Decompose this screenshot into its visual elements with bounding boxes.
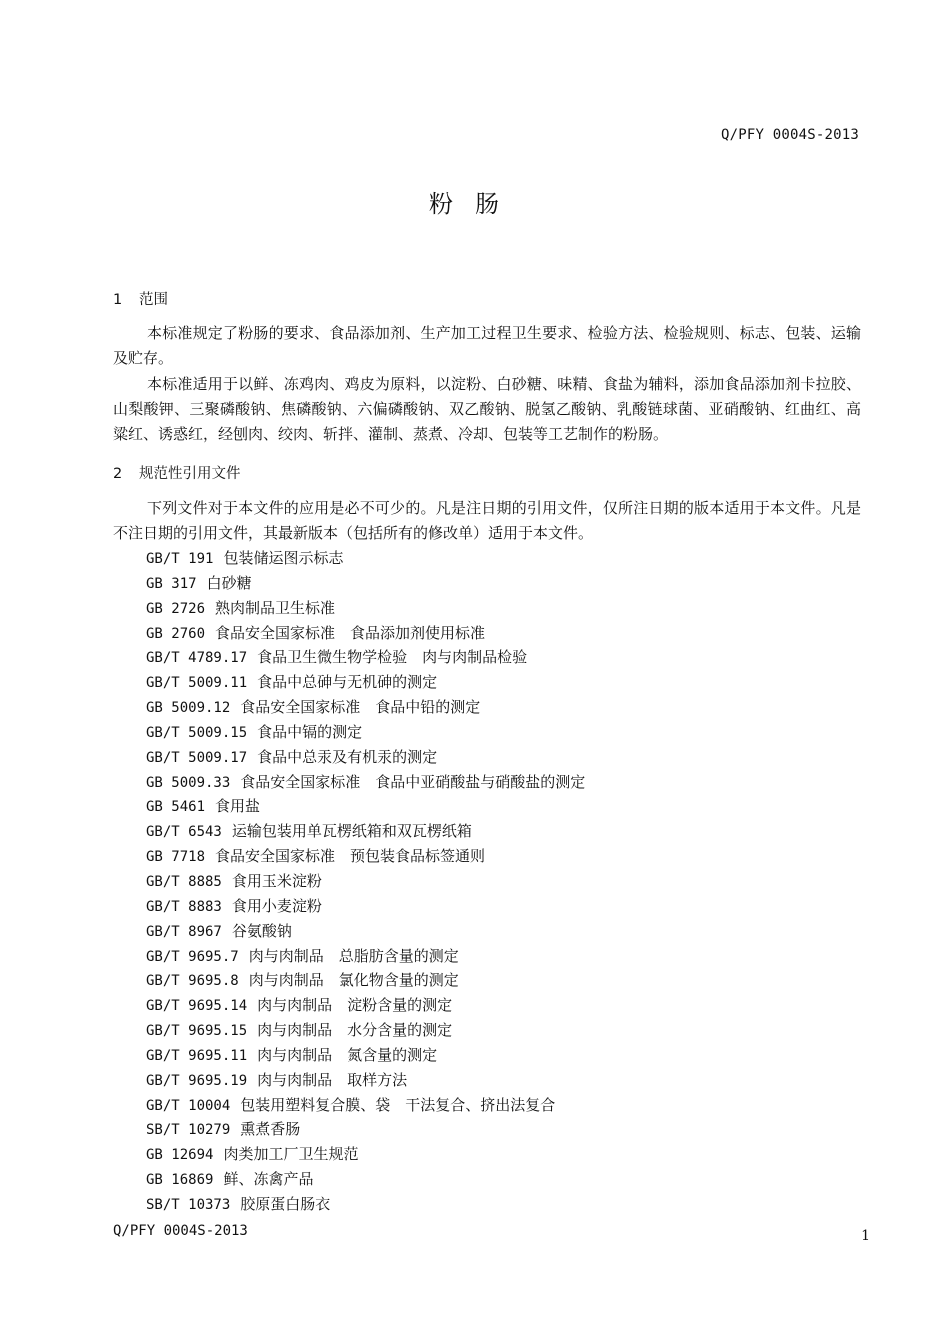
reference-item (146, 621, 585, 646)
reference-name: 食品安全国家标准 食品添加剂使用标准 (215, 623, 486, 642)
footer-standard-code: Q/PFY 0004S-2013 (113, 1223, 248, 1239)
reference-item (146, 596, 585, 621)
section-2-heading (113, 462, 241, 483)
reference-item (146, 571, 585, 596)
reference-item (146, 1192, 585, 1217)
reference-code: GB/T 8967 (146, 923, 222, 940)
reference-name: 白砂糖 (206, 573, 252, 592)
section-2-number: 2 (113, 466, 123, 482)
reference-item (146, 869, 585, 894)
section-1-title: 范围 (139, 292, 168, 308)
reference-code: GB/T 9695.15 (146, 1023, 248, 1040)
reference-code: GB 5009.12 (146, 700, 231, 717)
reference-name: 食用玉米淀粉 (231, 871, 322, 890)
reference-code: GB 5461 (146, 799, 206, 816)
reference-code: GB 2760 (146, 625, 206, 642)
reference-name: 熟肉制品卫生标准 (215, 598, 336, 617)
reference-item (146, 1093, 585, 1118)
reference-item (146, 919, 585, 944)
scope-paragraph-1: 本标准规定了粉肠的要求、食品添加剂、生产加工过程卫生要求、检验方法、检验规则、标志、包装、运输及贮存。 (113, 324, 861, 367)
reference-code: GB/T 9695.14 (146, 998, 248, 1015)
reference-code: GB/T 4789.17 (146, 650, 248, 667)
reference-name: 胶原蛋白肠衣 (240, 1194, 331, 1213)
reference-item (146, 794, 585, 819)
reference-list (146, 546, 585, 1217)
scope-paragraph-2: 本标准适用于以鲜、冻鸡肉、鸡皮为原料，以淀粉、白砂糖、味精、食盐为辅料，添加食品添加剂卡拉胶、山梨酸钾、三聚磷酸钠、焦磷酸钠、六偏磷酸钠、双乙酸钠、脱氢乙酸钠、乳酸链球菌、亚硝酸钠、红曲红、高粱红、诱惑红，经刨肉、绞肉、斩拌、灌制、蒸煮、冷却、包装等工艺制作的粉肠。 (113, 375, 861, 443)
reference-item (146, 968, 585, 993)
reference-code: GB/T 5009.15 (146, 724, 248, 741)
reference-code: GB/T 9695.11 (146, 1047, 248, 1064)
reference-name: 食品安全国家标准 食品中亚硝酸盐与硝酸盐的测定 (240, 772, 586, 791)
document-title: 粉肠 (429, 190, 521, 218)
reference-code: SB/T 10373 (146, 1196, 231, 1213)
reference-name: 肉与肉制品 取样方法 (257, 1070, 408, 1089)
reference-name: 谷氨酸钠 (231, 921, 292, 940)
reference-code: GB/T 5009.11 (146, 675, 248, 692)
reference-name: 肉类加工厂卫生规范 (223, 1145, 359, 1164)
reference-item (146, 1068, 585, 1093)
reference-code: GB 317 (146, 575, 197, 592)
reference-code: GB 16869 (146, 1172, 214, 1189)
reference-item (146, 894, 585, 919)
reference-code: GB 12694 (146, 1147, 214, 1164)
reference-name: 食品中总汞及有机汞的测定 (257, 747, 438, 766)
reference-name: 食品安全国家标准 预包装食品标签通则 (215, 847, 486, 866)
reference-name: 肉与肉制品 水分含量的测定 (257, 1021, 453, 1040)
reference-code: GB 5009.33 (146, 774, 231, 791)
reference-item (146, 546, 585, 571)
header-standard-code: Q/PFY 0004S-2013 (720, 127, 859, 143)
reference-name: 肉与肉制品 氯化物含量的测定 (248, 971, 459, 990)
reference-code: GB/T 9695.19 (146, 1072, 248, 1089)
reference-item (146, 645, 585, 670)
reference-name: 包装储运图示标志 (223, 549, 344, 567)
page-number: 1 (861, 1228, 870, 1244)
reference-name: 食用小麦淀粉 (231, 896, 322, 915)
reference-name: 肉与肉制品 总脂肪含量的测定 (248, 946, 459, 965)
reference-code: GB/T 191 (146, 551, 214, 567)
section-1-heading (113, 288, 168, 309)
reference-code: GB/T 9695.8 (146, 973, 239, 990)
section-1-number: 1 (113, 292, 123, 308)
reference-name: 食品中总砷与无机砷的测定 (257, 673, 438, 692)
reference-code: GB/T 9695.7 (146, 948, 239, 965)
reference-item (146, 720, 585, 745)
reference-name: 熏煮香肠 (240, 1120, 301, 1139)
reference-code: SB/T 10279 (146, 1122, 231, 1139)
reference-name: 运输包装用单瓦楞纸箱和双瓦楞纸箱 (231, 822, 472, 841)
reference-name: 肉与肉制品 淀粉含量的测定 (257, 996, 453, 1015)
reference-item (146, 993, 585, 1018)
reference-name: 食品中镉的测定 (257, 722, 363, 741)
reference-item (146, 745, 585, 770)
reference-item (146, 1167, 585, 1192)
reference-code: GB/T 10004 (146, 1097, 231, 1114)
reference-code: GB 2726 (146, 600, 206, 617)
reference-item (146, 944, 585, 969)
reference-name: 食品卫生微生物学检验 肉与肉制品检验 (257, 648, 528, 667)
reference-item (146, 844, 585, 869)
reference-name: 食品安全国家标准 食品中铅的测定 (240, 698, 481, 717)
reference-code: GB 7718 (146, 849, 206, 866)
reference-item (146, 770, 585, 795)
reference-code: GB/T 8883 (146, 898, 222, 915)
reference-code: GB/T 5009.17 (146, 749, 248, 766)
reference-name: 包装用塑料复合膜、袋 干法复合、挤出法复合 (240, 1095, 556, 1114)
reference-item (146, 1117, 585, 1142)
reference-item (146, 1043, 585, 1068)
reference-code: GB/T 8885 (146, 873, 222, 890)
section-2-title: 规范性引用文件 (139, 466, 241, 482)
reference-name: 食用盐 (215, 797, 261, 816)
references-intro: 下列文件对于本文件的应用是必不可少的。凡是注日期的引用文件，仅所注日期的版本适用于本文件。凡是不注日期的引用文件，其最新版本（包括所有的修改单）适用于本文件。 (113, 499, 861, 542)
reference-name: 肉与肉制品 氮含量的测定 (257, 1045, 438, 1064)
reference-item (146, 1142, 585, 1167)
reference-code: GB/T 6543 (146, 824, 222, 841)
reference-item (146, 670, 585, 695)
reference-name: 鲜、冻禽产品 (223, 1170, 314, 1189)
reference-item (146, 1018, 585, 1043)
reference-item (146, 695, 585, 720)
reference-item (146, 819, 585, 844)
